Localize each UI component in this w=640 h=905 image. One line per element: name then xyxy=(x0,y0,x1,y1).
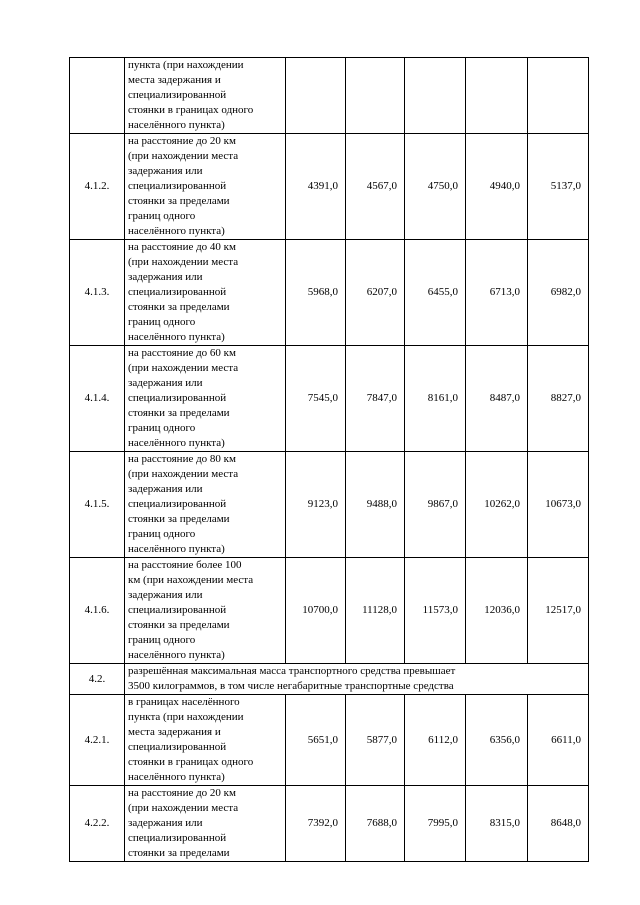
row-value-3: 4750,0 xyxy=(405,134,466,240)
table-row xyxy=(70,452,589,558)
row-value-2: 7847,0 xyxy=(346,346,405,452)
table-row xyxy=(70,58,589,134)
row-value-2: 9488,0 xyxy=(346,452,405,558)
row-value-4: 8487,0 xyxy=(466,346,528,452)
row-value-1 xyxy=(286,58,346,134)
row-value-3: 7995,0 xyxy=(405,786,466,862)
row-value-3: 6112,0 xyxy=(405,695,466,786)
row-number: 4.1.4. xyxy=(70,346,125,452)
row-number: 4.2.2. xyxy=(70,786,125,862)
row-number: 4.1.2. xyxy=(70,134,125,240)
row-value-4: 4940,0 xyxy=(466,134,528,240)
row-number: 4.2. xyxy=(70,664,125,695)
table-row xyxy=(70,558,589,664)
row-value-3: 9867,0 xyxy=(405,452,466,558)
row-value-3 xyxy=(405,58,466,134)
row-number xyxy=(70,58,125,134)
row-value-1: 5968,0 xyxy=(286,240,346,346)
row-value-2: 7688,0 xyxy=(346,786,405,862)
row-value-5 xyxy=(528,58,589,134)
table-row xyxy=(70,134,589,240)
row-value-2: 4567,0 xyxy=(346,134,405,240)
row-number: 4.1.5. xyxy=(70,452,125,558)
row-value-5: 6982,0 xyxy=(528,240,589,346)
row-number: 4.1.3. xyxy=(70,240,125,346)
row-value-1: 4391,0 xyxy=(286,134,346,240)
row-value-5: 5137,0 xyxy=(528,134,589,240)
row-description: пункта (при нахождении места задержания и специализированной стоянки в границах одного населённого пункта) xyxy=(125,58,286,134)
row-value-4: 6356,0 xyxy=(466,695,528,786)
row-value-5: 6611,0 xyxy=(528,695,589,786)
row-value-2: 5877,0 xyxy=(346,695,405,786)
row-description: в границах населённого пункта (при нахождении места задержания и специализированной стоянки в границах одного населённого пункта) xyxy=(125,695,286,786)
row-description: на расстояние до 60 км (при нахождении места задержания или специализированной стоянки за пределами границ одного населённого пункта) xyxy=(125,346,286,452)
row-value-2: 11128,0 xyxy=(346,558,405,664)
table-row-category xyxy=(70,664,589,695)
row-value-3: 8161,0 xyxy=(405,346,466,452)
row-value-1: 9123,0 xyxy=(286,452,346,558)
row-value-5: 8648,0 xyxy=(528,786,589,862)
row-value-1: 10700,0 xyxy=(286,558,346,664)
row-value-4: 10262,0 xyxy=(466,452,528,558)
row-value-4 xyxy=(466,58,528,134)
row-number: 4.2.1. xyxy=(70,695,125,786)
row-value-4: 8315,0 xyxy=(466,786,528,862)
row-description: на расстояние до 80 км (при нахождении места задержания или специализированной стоянки за пределами границ одного населённого пункта) xyxy=(125,452,286,558)
row-number: 4.1.6. xyxy=(70,558,125,664)
table-row xyxy=(70,240,589,346)
row-value-5: 8827,0 xyxy=(528,346,589,452)
row-description: на расстояние до 20 км (при нахождении места задержания или специализированной стоянки за пределами границ одного населённого пункта) xyxy=(125,134,286,240)
row-description: на расстояние более 100 км (при нахождении места задержания или специализированной стоянки за пределами границ одного населённого пункта) xyxy=(125,558,286,664)
row-value-2 xyxy=(346,58,405,134)
row-description: на расстояние до 20 км (при нахождении места задержания или специализированной стоянки за пределами xyxy=(125,786,286,862)
row-description: на расстояние до 40 км (при нахождении места задержания или специализированной стоянки за пределами границ одного населённого пункта) xyxy=(125,240,286,346)
table-row xyxy=(70,695,589,786)
row-value-3: 11573,0 xyxy=(405,558,466,664)
row-value-3: 6455,0 xyxy=(405,240,466,346)
row-value-5: 10673,0 xyxy=(528,452,589,558)
tariff-table xyxy=(69,57,589,862)
row-value-2: 6207,0 xyxy=(346,240,405,346)
row-value-4: 12036,0 xyxy=(466,558,528,664)
table-row xyxy=(70,346,589,452)
table-row xyxy=(70,786,589,862)
row-value-1: 7545,0 xyxy=(286,346,346,452)
row-value-4: 6713,0 xyxy=(466,240,528,346)
category-description: разрешённая максимальная масса транспортного средства превышает 3500 килограммов, в том числе негабаритные транспортные средства xyxy=(125,664,589,695)
row-value-1: 5651,0 xyxy=(286,695,346,786)
row-value-1: 7392,0 xyxy=(286,786,346,862)
row-value-5: 12517,0 xyxy=(528,558,589,664)
